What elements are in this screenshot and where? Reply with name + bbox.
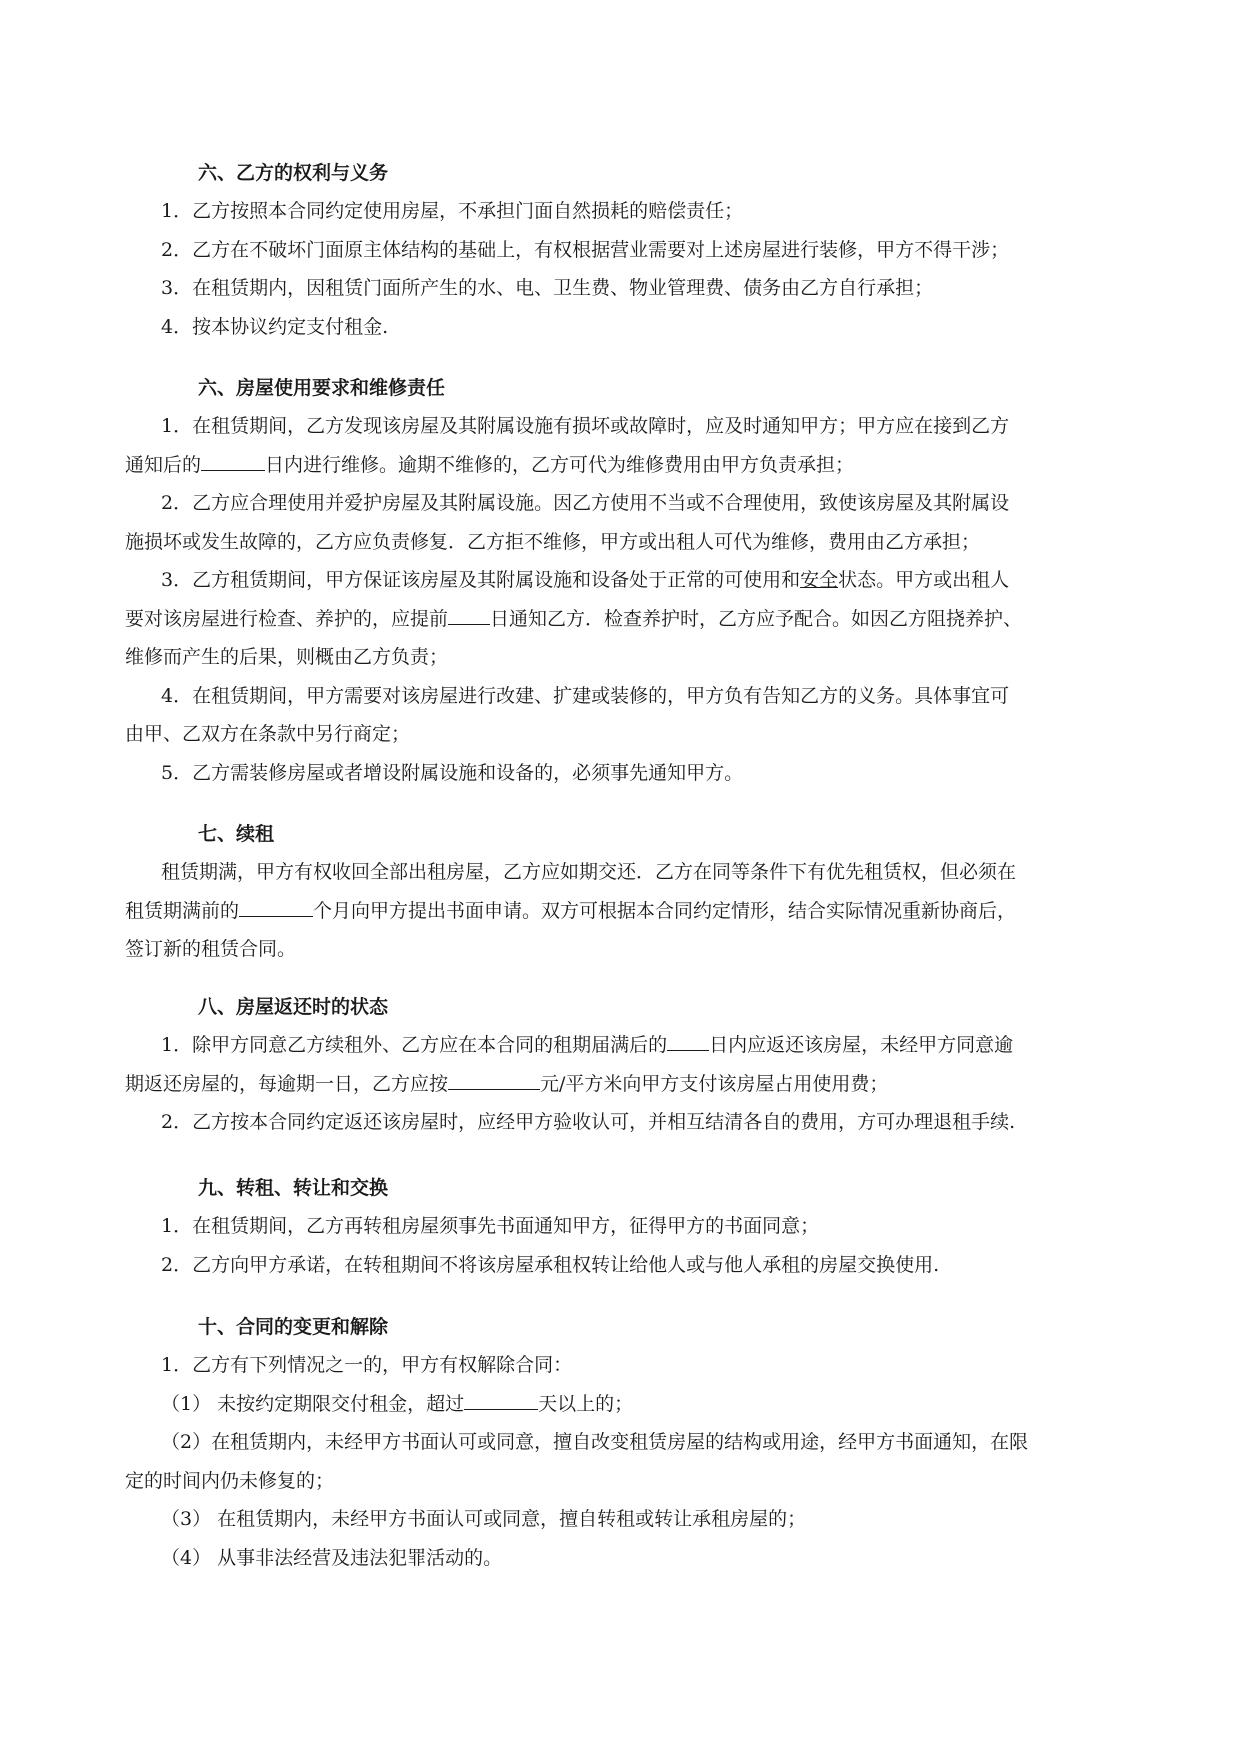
clause-item: 2．乙方在不破坏门面原主体结构的基础上，有权根据营业需要对上述房屋进行装修，甲方不得干涉； (161, 238, 1010, 261)
clause-line: 1．除甲方同意乙方续租外、乙方应在本合同的租期届满后的 日内应返还该房屋，未经甲方同意逾 (161, 1034, 1014, 1056)
section-sublease (125, 1169, 1135, 1284)
section-heading: 六、乙方的权利与义务 (198, 162, 389, 184)
clause-item: 1．在租赁期间，乙方再转租房屋须事先书面通知甲方，征得甲方的书面同意； (161, 1215, 820, 1237)
clause-line: 2．乙方按本合同约定返还该房屋时，应经甲方验收认可，并相互结清各自的费用，方可办理退租手续. (161, 1111, 1016, 1133)
clause-line: （4） 从事非法经营及违法犯罪活动的。 (161, 1546, 503, 1569)
clause-line: 1．乙方有下列情况之一的，甲方有权解除合同： (161, 1354, 573, 1376)
clause-item: 1．乙方按照本合同约定使用房屋，不承担门面自然损耗的赔偿责任； (161, 200, 744, 222)
fill-blank (667, 1032, 709, 1051)
fill-blank (464, 1391, 538, 1410)
clause-line: 期返还房屋的，每逾期一日，乙方应按 元/平方米向甲方支付该房屋占用使用费； (125, 1072, 889, 1095)
section-return-state (125, 988, 1135, 1142)
clause-line: 施损坏或发生故障的，乙方应负责修复．乙方拒不维修，甲方或出租人可代为维修，费用由乙方承担； (125, 530, 981, 553)
clause-item: 4．按本协议约定支付租金. (161, 315, 389, 338)
clause-line: 维修而产生的后果，则概由乙方负责； (125, 646, 449, 668)
clause-item: 2．乙方向甲方承诺，在转租期间不将该房屋承租权转让给他人或与他人承租的房屋交换使用. (161, 1253, 940, 1276)
clause-line: （3） 在租赁期内，未经甲方书面认可或同意，擅自转租或转让承租房屋的； (161, 1508, 807, 1530)
clause-item: 3．在租赁期内，因租赁门面所产生的水、电、卫生费、物业管理费、债务由乙方自行承担； (161, 277, 934, 299)
clause-line: 由甲、乙双方在条款中另行商定； (125, 723, 411, 745)
clause-line: 2．乙方应合理使用并爱护房屋及其附属设施。因乙方使用不当或不合理使用，致使该房屋及其附属设 (161, 492, 1010, 514)
underlined-term: 安全 (800, 569, 839, 591)
section-usage-maintenance (125, 369, 1135, 792)
section-heading: 六、房屋使用要求和维修责任 (198, 377, 446, 399)
clause-line: 租赁期满，甲方有权收回全部出租房屋，乙方应如期交还．乙方在同等条件下有优先租赁权，但必须在 (161, 861, 1017, 883)
fill-blank (239, 898, 313, 917)
clause-line: 5．乙方需装修房屋或者增设附属设施和设备的，必须事先通知甲方。 (161, 761, 744, 784)
clause-line: （1） 未按约定期限交付租金，超过 天以上的； (161, 1392, 634, 1415)
section-heading: 九、转租、转让和交换 (198, 1177, 389, 1199)
clause-line: 要对该房屋进行检查、养护的，应提前 日通知乙方．检查养护时，乙方应予配合。如因乙方阻挠养护、 (125, 607, 1023, 630)
clause-line: 3．乙方租赁期间，甲方保证该房屋及其附属设施和设备处于正常的可使用和安全状态。甲方或出租人 (161, 569, 1010, 591)
section-tenant-rights (125, 154, 1135, 346)
clause-line: 1．在租赁期间，乙方发现该房屋及其附属设施有损坏或故障时，应及时通知甲方；甲方应在接到乙方 (161, 415, 1010, 437)
section-termination (125, 1308, 1135, 1577)
section-heading: 七、续租 (198, 823, 275, 845)
clause-line: 签订新的租赁合同。 (125, 938, 297, 960)
clause-line: 通知后的 日内进行维修。逾期不维修的，乙方可代为维修费用由甲方负责承担； (125, 453, 855, 476)
fill-blank (448, 606, 490, 625)
clause-line: 4．在租赁期间，甲方需要对该房屋进行改建、扩建或装修的，甲方负有告知乙方的义务。具体事宜可 (161, 684, 1010, 707)
clause-line: 定的时间内仍未修复的； (125, 1469, 335, 1492)
section-heading: 八、房屋返还时的状态 (198, 996, 389, 1018)
section-heading: 十、合同的变更和解除 (198, 1316, 389, 1338)
fill-blank (448, 1071, 540, 1090)
clause-line: （2）在租赁期内，未经甲方书面认可或同意，擅自改变租赁房屋的结构或用途，经甲方书面通知，在限 (161, 1431, 1029, 1453)
clause-line: 租赁期满前的 个月向甲方提出书面申请。双方可根据本合同约定情形，结合实际情况重新协商后， (125, 899, 1017, 922)
fill-blank (201, 452, 265, 471)
section-renewal (125, 815, 1135, 969)
